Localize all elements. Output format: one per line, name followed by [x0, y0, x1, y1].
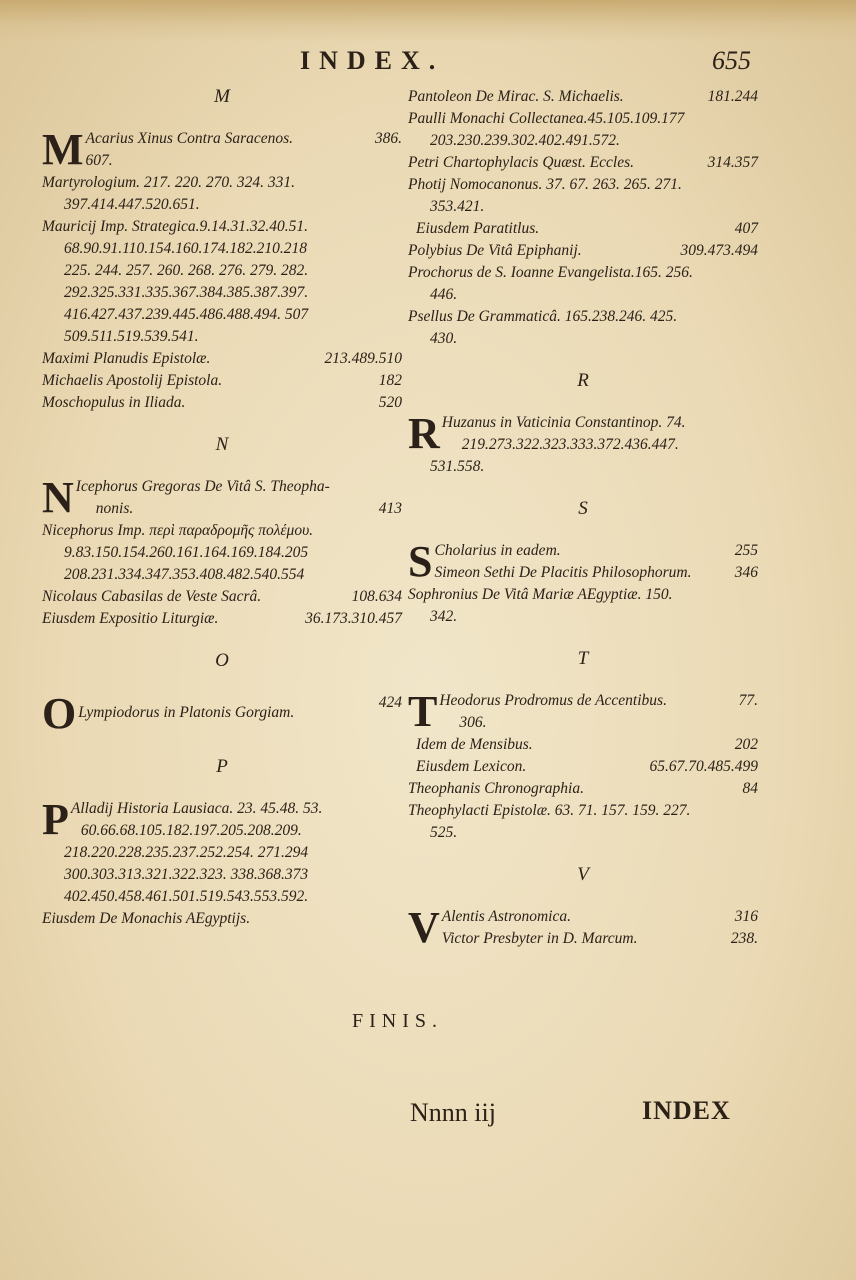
entry-line: 203.230.239.302.402.491.572.	[430, 132, 620, 149]
entry-line: 342.	[430, 608, 458, 625]
entry-theophylacti	[408, 800, 758, 844]
page-refs: 424	[378, 694, 402, 711]
page-refs: 316	[734, 908, 758, 925]
entry-scholarius	[408, 537, 758, 586]
entry-text-cont: 607.	[85, 152, 113, 169]
page-refs: 386.	[374, 130, 402, 147]
page-refs: 182	[378, 372, 402, 389]
entry-line: 9.83.150.154.260.161.164.169.184.205	[64, 544, 309, 561]
catchword: INDEX	[642, 1096, 731, 1125]
page-refs: 213.489.510	[324, 350, 402, 367]
entry-eiusdem-monachis: Eiusdem De Monachis AEgyptijs.	[42, 910, 251, 927]
entry-line: 430.	[430, 330, 458, 347]
right-column	[408, 86, 758, 950]
page-refs: 84	[742, 780, 758, 797]
entry-psellus	[408, 306, 758, 350]
entry-palladij	[42, 795, 402, 844]
entry-text: Maximi Planudis Epistolæ.	[42, 350, 211, 367]
entry-line: Nicephorus Imp. περὶ παραδρομῆς πολέμου.	[42, 522, 314, 539]
entry-pantoleon	[408, 86, 758, 108]
entry-text: Acarius Xinus Contra Saracenos.	[85, 130, 294, 147]
entry-petri	[408, 152, 758, 174]
page-refs: 413	[378, 500, 402, 517]
entry-nicolaus	[42, 586, 402, 608]
entry-eiusdem-paratitlus	[408, 218, 758, 240]
entry-polybius	[408, 240, 758, 262]
entry-macarius	[42, 125, 402, 174]
entry-theodorus	[408, 687, 758, 736]
entry-text: Michaelis Apostolij Epistola.	[42, 372, 223, 389]
entry-line: Alladij Historia Lausiaca. 23. 45.48. 53.	[70, 800, 323, 817]
page-refs: 202	[734, 736, 758, 753]
section-letter-v: V	[577, 864, 589, 885]
section-letter-p: P	[216, 756, 228, 777]
entry-line: 509.511.519.539.541.	[64, 328, 199, 345]
entry-mauricij	[42, 216, 402, 348]
page-refs: 238.	[730, 930, 758, 947]
drop-initial: T	[408, 687, 438, 736]
entry-text: Lympiodorus in Platonis Gorgiam.	[78, 704, 295, 721]
entry-moschopulus	[42, 392, 402, 414]
section-letter-r: R	[577, 370, 589, 391]
left-column	[42, 86, 402, 930]
entry-text: Heodorus Prodromus de Accentibus.	[439, 692, 667, 709]
entry-idem-mensibus	[408, 734, 758, 756]
entry-line: Prochorus de S. Ioanne Evangelista.165. 256.	[408, 264, 693, 281]
entry-line: Theophylacti Epistolæ. 63. 71. 157. 159. 227.	[408, 802, 691, 819]
page-refs: 314.357	[707, 154, 758, 171]
entry-text: Eiusdem Expositio Liturgiæ.	[42, 610, 219, 627]
entry-line: Huzanus in Vaticinia Constantinop. 74.	[441, 414, 686, 431]
entry-text: Eiusdem Paratitlus.	[416, 220, 540, 237]
entry-text: Cholarius in eadem.	[434, 542, 561, 559]
entry-photij	[408, 174, 758, 218]
entry-line: 300.303.313.321.322.323. 338.368.373	[64, 866, 309, 883]
entry-text: Pantoleon De Mirac. S. Michaelis.	[408, 88, 624, 105]
drop-initial: S	[408, 537, 433, 586]
entry-text: Theophanis Chronographia.	[408, 780, 584, 797]
entry-line: Paulli Monachi Collectanea.45.105.109.177	[408, 110, 685, 127]
entry-line: 218.220.228.235.237.252.254. 271.294	[64, 844, 309, 861]
section-letter-o: O	[215, 650, 229, 671]
entry-text-cont: 306.	[459, 714, 487, 731]
page-refs: 65.67.70.485.499	[649, 758, 758, 775]
page-refs: 520	[378, 394, 402, 411]
entry-line: 402.450.458.461.501.519.543.553.592.	[64, 888, 309, 905]
finis-mark: FINIS.	[352, 1010, 444, 1032]
page-refs: 309.473.494	[680, 242, 758, 259]
section-letter-m: M	[214, 86, 230, 107]
section-letter-t: T	[577, 648, 589, 669]
entry-line: 531.558.	[430, 458, 485, 475]
entry-line: 225. 244. 257. 260. 268. 276. 279. 282.	[64, 262, 309, 279]
entry-text: Moschopulus in Iliada.	[42, 394, 186, 411]
drop-initial: N	[42, 473, 74, 522]
section-letter-n: N	[215, 434, 229, 455]
entry-text: Nicolaus Cabasilas de Veste Sacrâ.	[42, 588, 262, 605]
entry-eiusdem-lexicon	[408, 756, 758, 778]
entry-line: Photij Nomocanonus. 37. 67. 263. 265. 271.	[408, 176, 682, 193]
entry-line: 446.	[430, 286, 458, 303]
drop-initial: V	[408, 903, 440, 952]
entry-text: Victor Presbyter in D. Marcum.	[441, 930, 638, 947]
running-title: INDEX.	[300, 46, 445, 75]
entry-line: 416.427.437.239.445.486.488.494. 507	[64, 306, 309, 323]
drop-initial: M	[42, 125, 84, 174]
entry-paulli	[408, 108, 758, 152]
entry-line: 208.231.334.347.353.408.482.540.554	[64, 566, 305, 583]
entry-text: Eiusdem Lexicon.	[416, 758, 527, 775]
drop-initial: R	[408, 409, 440, 458]
entry-eiusdem-expositio	[42, 608, 402, 630]
entry-line: 219.273.322.323.333.372.436.447.	[461, 436, 679, 453]
entry-valentis	[408, 903, 758, 952]
entry-maximi	[42, 348, 402, 370]
page-header	[0, 42, 856, 82]
entry-line: 525.	[430, 824, 458, 841]
entry-text: Polybius De Vitâ Epiphanij.	[408, 242, 582, 259]
entry-line: Martyrologium. 217. 220. 270. 324. 331.	[42, 174, 296, 191]
section-letter-s: S	[578, 498, 588, 519]
entry-text: Petri Chartophylacis Quæst. Eccles.	[408, 154, 635, 171]
entry-line: 292.325.331.335.367.384.385.387.397.	[64, 284, 309, 301]
entry-line: Mauricij Imp. Strategica.9.14.31.32.40.51.	[42, 218, 309, 235]
page-refs: 346	[734, 564, 758, 581]
entry-line: 353.421.	[430, 198, 485, 215]
entry-nicephorus-imp	[42, 520, 402, 586]
entry-line: 60.66.68.105.182.197.205.208.209.	[80, 822, 302, 839]
signature-mark: Nnnn iij	[410, 1098, 496, 1127]
entry-text-cont: nonis.	[95, 500, 134, 517]
drop-initial: P	[42, 795, 69, 844]
entry-nicephorus-gregoras	[42, 473, 402, 522]
drop-initial: O	[42, 689, 77, 738]
entry-text: Simeon Sethi De Placitis Philosophorum.	[434, 564, 692, 581]
entry-prochorus	[408, 262, 758, 306]
entry-sophronius	[408, 584, 758, 628]
page-number: 655	[712, 46, 751, 75]
entry-huzanus	[408, 409, 758, 458]
entry-line: 68.90.91.110.154.160.174.182.210.218	[64, 240, 307, 257]
entry-text: Alentis Astronomica.	[441, 908, 571, 925]
entry-line: 397.414.447.520.651.	[64, 196, 200, 213]
entry-text: Icephorus Gregoras De Vitâ S. Theopha-	[75, 478, 330, 495]
page-refs: 255	[734, 542, 758, 559]
entry-martyrologium	[42, 172, 402, 216]
page-refs: 407	[734, 220, 758, 237]
page-refs: 108.634	[351, 588, 402, 605]
entry-text: Idem de Mensibus.	[416, 736, 533, 753]
entry-michaelis	[42, 370, 402, 392]
entry-theophanis	[408, 778, 758, 800]
page-refs: 181.244	[707, 88, 758, 105]
entry-line: Sophronius De Vitâ Mariæ AEgyptiæ. 150.	[408, 586, 673, 603]
entry-olympiodorus	[42, 689, 402, 738]
entry-line: Psellus De Grammaticâ. 165.238.246. 425.	[408, 308, 678, 325]
page-refs: 77.	[738, 692, 758, 709]
water-stain	[0, 0, 856, 42]
page-refs: 36.173.310.457	[305, 610, 402, 627]
